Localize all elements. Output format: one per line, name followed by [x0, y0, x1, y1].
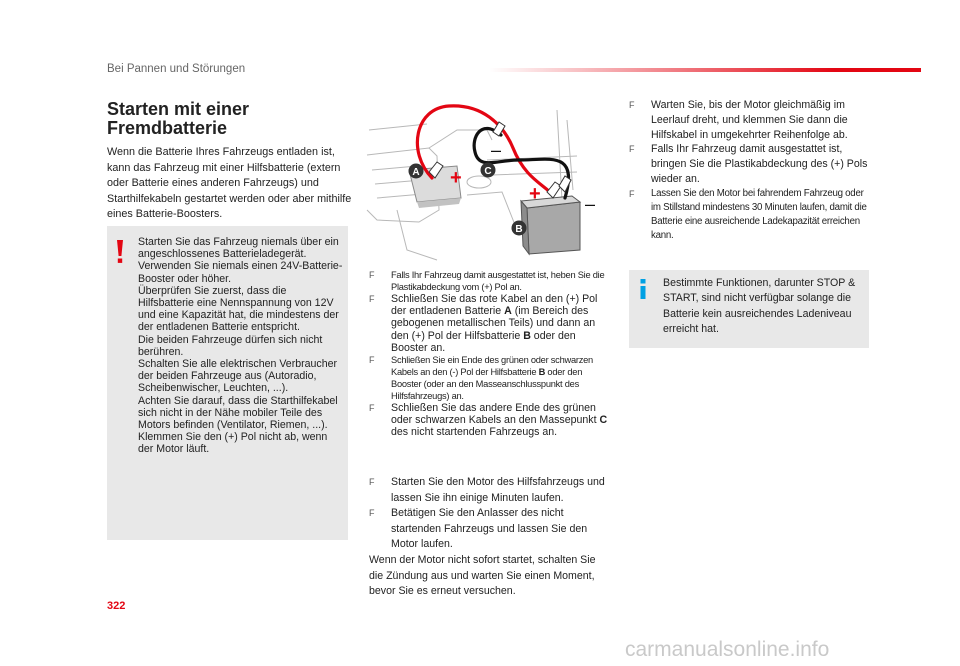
steps-column-middle-lower	[369, 475, 609, 600]
exclamation-icon	[115, 240, 125, 264]
step-item	[369, 475, 609, 506]
step-item	[369, 506, 609, 553]
step-item	[369, 269, 609, 293]
step-text: Falls Ihr Fahrzeug damit ausgestattet ist, heben Sie die Plastikabdeckung vom (+) Pol an.	[391, 270, 605, 292]
bullet-marker: F	[629, 100, 635, 110]
step-ref: B	[523, 329, 531, 342]
step-item	[629, 187, 874, 243]
marker-c-label: C	[484, 166, 492, 177]
step-text: Lassen Sie den Motor bei fahrendem Fahrzeug oder im Stillstand mindestens 30 Minuten laufen, damit die Batterie eine ausreichende Ladekapazität erreichen kann.	[651, 187, 867, 241]
steps-column-middle	[369, 269, 609, 439]
step-text: Falls Ihr Fahrzeug damit ausgestattet ist, bringen Sie die Plastikabdeckung des (+) Pols wieder an.	[651, 143, 868, 185]
retry-paragraph: Wenn der Motor nicht sofort startet, schalten Sie die Zündung aus und warten Sie einen Moment, bevor Sie es erneut versuchen.	[369, 553, 596, 598]
minus-sign-c: –	[491, 140, 502, 160]
plus-sign-a: +	[450, 167, 462, 189]
step-text: des nicht startenden Fahrzeugs an.	[391, 426, 558, 439]
page-number: 322	[107, 600, 126, 612]
info-icon	[638, 279, 648, 299]
minus-sign-b: –	[585, 194, 596, 214]
step-text: (im Bereich des gebogenen metallischen Teils) und dann an den (+) Pol der Hilfsbatterie	[391, 305, 596, 342]
page-title: Starten mit einer Fremdbatterie	[107, 99, 250, 138]
step-item	[369, 402, 609, 439]
marker-b-label: B	[515, 224, 523, 235]
plus-sign-b: +	[529, 183, 541, 205]
step-text: oder den Booster an.	[391, 329, 576, 354]
intro-paragraph: Wenn die Batterie Ihres Fahrzeugs entladen ist, kann das Fahrzeug mit einer Hilfsbatterie (extern oder Batterie eines anderen Fahrzeugs) und Starthilfekabeln gestartet werden oder aber mithilfe eines Batterie-Boosters.	[107, 146, 352, 221]
info-text: Bestimmte Funktionen, darunter STOP & START, sind nicht verfügbar solange die Batterie kein ausreichendes Ladeniveau erreicht hat.	[663, 277, 856, 335]
step-text: Starten Sie den Motor des Hilfsfahrzeugs und lassen Sie ihn einige Minuten laufen.	[391, 476, 605, 504]
step-ref: C	[599, 414, 608, 427]
step-text: Warten Sie, bis der Motor gleichmäßig im Leerlauf dreht, und klemmen Sie dann die Hilfskabel in umgekehrter Reihenfolge ab.	[651, 99, 848, 141]
step-item	[629, 142, 874, 186]
bullet-marker: F	[369, 355, 375, 366]
step-text: Schließen Sie ein Ende des grünen oder schwarzen Kabels an den (-) Pol der Hilfsbatterie	[391, 355, 593, 378]
bullet-marker: F	[369, 508, 375, 519]
step-text: oder den Booster (oder an den Masseanschlusspunkt des Hilfsfahrzeugs) an.	[391, 367, 583, 402]
step-item	[629, 98, 874, 142]
step-text: Betätigen Sie den Anlasser des nicht startenden Fahrzeugs und lassen Sie den Motor laufen.	[391, 507, 588, 551]
marker-a-label: A	[412, 167, 420, 178]
step-item	[369, 293, 609, 354]
section-header: Bei Pannen und Störungen	[107, 63, 246, 75]
step-text: Schließen Sie das rote Kabel an den (+) Pol der entladenen Batterie	[391, 293, 598, 318]
steps-column-right	[629, 98, 874, 243]
bullet-marker: F	[369, 294, 375, 304]
jump-start-diagram	[367, 100, 596, 266]
header-accent-bar	[489, 68, 921, 72]
bullet-marker: F	[369, 403, 375, 414]
bullet-marker: F	[369, 477, 375, 487]
warning-text: Starten Sie das Fahrzeug niemals über ein angeschlossenes Batterieladegerät. Verwenden Sie niemals einen 24V-Batterie-Booster oder höher. Überprüfen Sie zuerst, dass die Hilfsbatterie eine Nennspannung von 12V und eine Kapazität hat, die mindestens der der entladenen Batterie entspricht. Die beiden Fahrzeuge dürfen sich nicht berühren. Schalten Sie alle elektrischen Verbraucher der beiden Fahrzeuge aus (Autoradio, Scheibenwischer, Leuchten, ...). Achten Sie darauf, dass die Starthilfekabel sich nicht in der Nähe mobiler Teile des Motors befinden (Ventilator, Riemen, ...). Klemmen Sie den (+) Pol nicht ab, wenn der Motor läuft.	[138, 236, 343, 456]
step-text: Schließen Sie das andere Ende des grünen oder schwarzen Kabels an den Massepunkt	[391, 402, 600, 427]
step-ref: B	[538, 367, 546, 378]
watermark: carmanualsonline.info	[625, 638, 830, 661]
bullet-marker: F	[369, 270, 375, 280]
bullet-marker: F	[629, 144, 635, 155]
step-ref: A	[504, 305, 512, 318]
bullet-marker: F	[629, 188, 635, 199]
step-item	[369, 354, 609, 402]
